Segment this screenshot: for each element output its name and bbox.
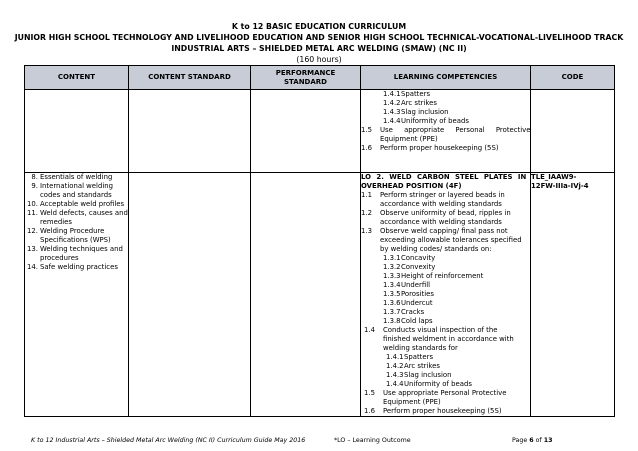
content-cell: [25, 173, 129, 417]
competency-number: 1.4.2: [383, 99, 401, 107]
competency-continuation: by welding codes/ standards on:: [380, 245, 492, 253]
competency-text: Conducts visual inspection of the: [383, 326, 498, 334]
competency-subitem: [361, 308, 530, 317]
content-item: [25, 209, 128, 227]
competency-item: [361, 209, 530, 218]
competency-number: 1.5: [361, 126, 372, 134]
column-header-content: CONTENT: [25, 66, 129, 90]
content-text: International welding codes and standards: [40, 182, 113, 199]
curriculum-table: [24, 65, 615, 417]
competency-continuation: finished weldment in accordance with: [383, 335, 514, 343]
column-header-content-standard: CONTENT STANDARD: [129, 66, 251, 90]
competency-text: Use appropriate Personal Protective: [380, 126, 531, 134]
competency-number: 1.3.5: [383, 290, 401, 298]
competency-text: Use appropriate Personal Protective: [383, 389, 507, 397]
learning-outcome-heading-line2: OVERHEAD POSITION (4F): [361, 182, 462, 190]
competency-number: 1.6: [361, 144, 372, 152]
competency-subitem: [361, 380, 530, 389]
competency-number: 1.3.1: [383, 254, 401, 262]
content-item: [25, 182, 128, 200]
content-number: 8.: [31, 173, 38, 181]
table-header-row: [25, 66, 615, 90]
competency-text: Arc strikes: [404, 362, 440, 370]
course-title: INDUSTRIAL ARTS – SHIELDED METAL ARC WELDING (SMAW) (NC II): [171, 44, 467, 53]
content-text: Weld defects, causes and remedies: [40, 209, 128, 226]
competency-text: Concavity: [401, 254, 436, 262]
content-cell: [25, 90, 129, 173]
competency-item: [361, 108, 530, 117]
content-text: Essentials of welding: [40, 173, 113, 181]
competency-text: Observe weld capping/ final pass not: [380, 227, 508, 235]
competency-number: 1.5: [364, 389, 375, 397]
column-header-code: CODE: [531, 66, 615, 90]
competency-text: Observe uniformity of bead, ripples in: [380, 209, 511, 217]
competency-text: Perform stringer or layered beads in: [380, 191, 505, 199]
content-item: [25, 173, 128, 182]
competency-continuation: accordance with welding standards: [380, 200, 502, 208]
competency-continuation: accordance with welding standards: [380, 218, 502, 226]
course-hours: (160 hours): [296, 55, 342, 64]
column-header-performance-standard: [251, 66, 361, 90]
competency-subitem: [361, 254, 530, 263]
performance-standard-cell: [251, 173, 361, 417]
code-cell: [531, 173, 615, 417]
competency-text: Cracks: [401, 308, 425, 316]
competency-number: 1.3.2: [383, 263, 401, 271]
competency-subitem: [361, 317, 530, 326]
document-subtitle: JUNIOR HIGH SCHOOL TECHNOLOGY AND LIVELIHOOD EDUCATION AND SENIOR HIGH SCHOOL TECHNICAL-VOCATIONAL-LIVELIHOOD TRACK: [14, 33, 624, 42]
competency-number: 1.3.3: [383, 272, 401, 280]
competency-item: [361, 326, 530, 335]
content-standard-cell: [129, 90, 251, 173]
code-cell: [531, 90, 615, 173]
competency-continuation: Equipment (PPE): [380, 135, 438, 143]
competency-number: 1.3.4: [383, 281, 401, 289]
competency-code-line2: 12FW-IIIa-IVj-4: [531, 182, 589, 190]
competency-number: 1.3.7: [383, 308, 401, 316]
competency-item: [361, 99, 530, 108]
competency-item: [361, 407, 530, 416]
page-prefix: Page: [512, 437, 530, 444]
competency-text: Spatters: [404, 353, 434, 361]
learning-competencies-cell: [361, 90, 531, 173]
content-item: [25, 245, 128, 263]
competency-subitem: [361, 290, 530, 299]
competency-text: Uniformity of beads: [404, 380, 472, 388]
content-standard-cell: [129, 173, 251, 417]
performance-standard-cell: [251, 90, 361, 173]
competency-number: 1.6: [364, 407, 375, 415]
learning-competencies-cell: [361, 173, 531, 417]
competency-number: 1.4: [364, 326, 375, 334]
competency-item: [361, 90, 530, 99]
competency-text: Undercut: [401, 299, 433, 307]
competency-number: 1.1: [361, 191, 372, 199]
competency-item: [361, 117, 530, 126]
content-number: 10.: [27, 200, 38, 208]
table-row: [25, 90, 615, 173]
competency-text: Uniformity of beads: [401, 117, 469, 125]
competency-continuation: exceeding allowable tolerances specified: [380, 236, 522, 244]
content-number: 14.: [27, 263, 38, 271]
competency-code-line1: TLE_IAAW9-: [531, 173, 577, 181]
content-text: Acceptable weld profiles: [40, 200, 125, 208]
competency-text: Convexity: [401, 263, 436, 271]
content-text: Welding techniques and procedures: [40, 245, 123, 262]
competency-number: 1.3.8: [383, 317, 401, 325]
page-current: 6: [529, 437, 534, 444]
column-header-performance-standard-label: PERFORMANCE STANDARD: [275, 68, 336, 86]
competency-text: Cold laps: [401, 317, 433, 325]
footer-page-number: [512, 437, 552, 445]
competency-text: Height of reinforcement: [401, 272, 484, 280]
learning-outcome-heading: [361, 173, 530, 182]
page-of: of: [533, 437, 544, 444]
competency-text: Slag inclusion: [404, 371, 452, 379]
competency-number: 1.3.6: [383, 299, 401, 307]
competency-subitem: [361, 371, 530, 380]
page-total: 13: [543, 437, 553, 444]
content-text: Welding Procedure Specifications (WPS): [40, 227, 111, 244]
document-title: K to 12 BASIC EDUCATION CURRICULUM: [231, 22, 407, 31]
competency-text: Slag inclusion: [401, 108, 449, 116]
competency-text: Porosities: [401, 290, 434, 298]
competency-subitem: [361, 281, 530, 290]
competency-number: 1.4.3: [386, 371, 404, 379]
content-number: 11.: [27, 209, 38, 217]
competency-continuation: Equipment (PPE): [383, 398, 441, 406]
content-item: [25, 227, 128, 245]
content-number: 9.: [31, 182, 38, 190]
competency-subitem: [361, 353, 530, 362]
footer-lo-note: *LO – Learning Outcome: [334, 437, 411, 444]
competency-item: [361, 389, 530, 398]
competency-text: Perform proper housekeeping (5S): [380, 144, 499, 152]
competency-continuation: welding standards for: [383, 344, 458, 352]
table-row: [25, 173, 615, 417]
competency-number: 1.2: [361, 209, 372, 217]
content-number: 13.: [27, 245, 38, 253]
competency-item: [361, 126, 530, 135]
content-item: [25, 263, 128, 272]
competency-number: 1.4.1: [386, 353, 404, 361]
column-header-learning-competencies: LEARNING COMPETENCIES: [361, 66, 531, 90]
content-text: Safe welding practices: [40, 263, 118, 271]
footer-document-title: K to 12 Industrial Arts – Shielded Metal Arc Welding (NC II) Curriculum Guide May 2016: [31, 437, 306, 444]
learning-outcome-line1: LO 2. WELD CARBON STEEL PLATES IN: [361, 173, 527, 181]
competency-number: 1.3: [361, 227, 372, 235]
competency-item: [361, 191, 530, 200]
competency-number: 1.4.1: [383, 90, 401, 98]
competency-subitem: [361, 263, 530, 272]
competency-item: [361, 227, 530, 236]
competency-subitem: [361, 362, 530, 371]
competency-text: Underfill: [401, 281, 431, 289]
competency-number: 1.4.4: [383, 117, 401, 125]
content-number: 12.: [27, 227, 38, 235]
competency-item: [361, 144, 530, 153]
competency-text: Arc strikes: [401, 99, 437, 107]
content-item: [25, 200, 128, 209]
competency-number: 1.4.3: [383, 108, 401, 116]
competency-subitem: [361, 299, 530, 308]
competency-number: 1.4.2: [386, 362, 404, 370]
competency-text: Perform proper housekeeping (5S): [383, 407, 502, 415]
competency-number: 1.4.4: [386, 380, 404, 388]
competency-subitem: [361, 272, 530, 281]
competency-text: Spatters: [401, 90, 431, 98]
